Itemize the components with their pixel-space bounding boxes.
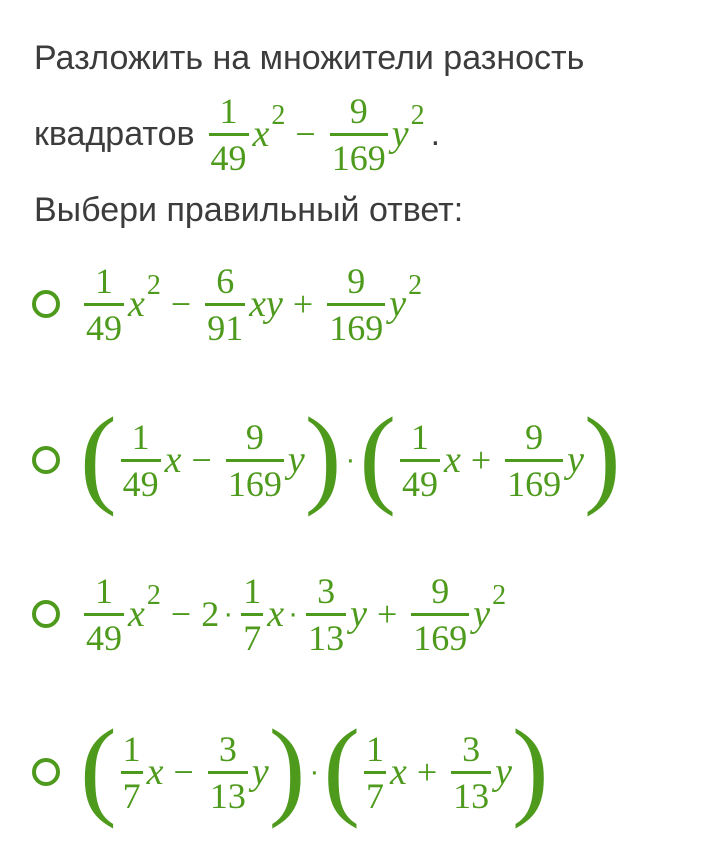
fraction-bar: [84, 303, 124, 306]
fraction: [400, 416, 440, 504]
variable: y: [251, 751, 269, 793]
fraction: [121, 728, 143, 816]
denominator: 49: [401, 463, 438, 504]
numerator: 1: [131, 416, 150, 457]
exponent: 2: [410, 100, 425, 131]
answer-option-4[interactable]: [32, 707, 549, 829]
fraction-bar: [411, 613, 469, 616]
denominator: 91: [207, 307, 244, 348]
left-parenthesis: (: [80, 395, 117, 517]
fraction: [209, 90, 249, 178]
exponent: 2: [271, 100, 286, 131]
left-parenthesis: (: [359, 395, 396, 517]
numerator: 9: [525, 416, 544, 457]
question-prefix: квадратов: [34, 115, 195, 153]
operator: −: [295, 114, 316, 154]
variable: x: [128, 283, 145, 325]
question-line-1: Разложить на множители разность: [34, 39, 585, 77]
denominator: 169: [413, 617, 468, 658]
variable: x: [128, 593, 145, 635]
numerator: 9: [245, 416, 264, 457]
numerator: 3: [462, 728, 481, 769]
denominator: 13: [453, 775, 490, 816]
fraction: [306, 570, 346, 658]
radio-button[interactable]: [32, 758, 60, 786]
multiplication-dot: ·: [345, 443, 356, 476]
operator: −: [170, 594, 192, 634]
numerator: 9: [347, 260, 366, 301]
denominator: 169: [331, 137, 386, 178]
fraction-bar: [400, 459, 440, 462]
numerator: 1: [219, 90, 238, 131]
right-parenthesis: ): [304, 395, 342, 517]
fraction: [330, 90, 388, 178]
fraction-bar: [84, 613, 124, 616]
denominator: 7: [243, 617, 262, 658]
fraction-bar: [241, 613, 263, 616]
variable: y: [287, 439, 305, 481]
fraction-bar: [505, 459, 563, 462]
fraction: [84, 570, 124, 658]
variable: y: [567, 439, 585, 481]
fraction: [411, 570, 469, 658]
fraction-bar: [209, 133, 249, 136]
question-expression: [205, 90, 425, 178]
fraction: [226, 416, 284, 504]
option-expression: [80, 395, 621, 517]
variable: y: [495, 751, 513, 793]
answer-option-3[interactable]: [32, 568, 506, 660]
numerator: 3: [317, 570, 336, 611]
denominator: 169: [227, 463, 282, 504]
fraction: [208, 728, 248, 816]
numerator: 6: [216, 260, 235, 301]
fraction-bar: [451, 771, 491, 774]
fraction: [327, 260, 385, 348]
variable: x: [164, 439, 182, 481]
denominator: 13: [308, 617, 345, 658]
fraction: [451, 728, 491, 816]
variable: x: [252, 113, 270, 155]
fraction-bar: [226, 459, 284, 462]
numerator: 1: [365, 728, 384, 769]
fraction: [84, 260, 124, 348]
exponent: 2: [146, 270, 161, 301]
answer-option-1[interactable]: [32, 258, 422, 350]
answer-prompt: Выбери правильный ответ:: [34, 191, 464, 229]
numerator: 3: [218, 728, 237, 769]
variable: xy: [249, 283, 283, 325]
fraction-bar: [364, 771, 386, 774]
question-line-2: [34, 88, 440, 180]
fraction-bar: [327, 303, 385, 306]
fraction-bar: [330, 133, 388, 136]
option-expression: [80, 707, 549, 829]
operator: +: [376, 594, 398, 634]
left-parenthesis: (: [323, 707, 360, 829]
answer-option-2[interactable]: [32, 395, 621, 517]
numerator: 1: [410, 416, 429, 457]
numerator: 9: [431, 570, 450, 611]
radio-button[interactable]: [32, 290, 60, 318]
variable: x: [389, 751, 407, 793]
numerator: 1: [95, 260, 113, 301]
operator: −: [173, 752, 194, 792]
variable: x: [443, 439, 461, 481]
option-expression: [80, 570, 507, 658]
variable: y: [473, 593, 491, 635]
multiplication-dot: ·: [309, 755, 320, 788]
denominator: 169: [329, 307, 384, 348]
radio-button[interactable]: [32, 600, 60, 628]
denominator: 169: [507, 463, 562, 504]
denominator: 13: [209, 775, 246, 816]
right-parenthesis: ): [512, 707, 549, 829]
operator: +: [292, 284, 314, 324]
radio-button[interactable]: [32, 446, 60, 474]
denominator: 7: [365, 775, 384, 816]
fraction-bar: [205, 303, 245, 306]
numerator: 1: [95, 570, 113, 611]
numerator: 1: [243, 570, 262, 611]
fraction: [205, 260, 245, 348]
right-parenthesis: ): [268, 707, 306, 829]
denominator: 49: [122, 463, 159, 504]
denominator: 7: [122, 775, 141, 816]
denominator: 49: [86, 617, 122, 658]
multiplication-dot: ·: [223, 597, 234, 630]
fraction: [364, 728, 386, 816]
multiplication-dot: ·: [288, 597, 299, 630]
operator: +: [416, 752, 438, 792]
right-parenthesis: ): [584, 395, 621, 517]
variable: y: [391, 113, 409, 155]
denominator: 49: [210, 137, 247, 178]
operator: +: [470, 440, 492, 480]
variable: y: [350, 593, 367, 635]
period: .: [430, 115, 441, 153]
fraction: [121, 416, 161, 504]
operator: −: [191, 440, 212, 480]
fraction: [505, 416, 563, 504]
option-expression: [80, 260, 423, 348]
coefficient: 2: [201, 594, 220, 634]
fraction-bar: [208, 771, 248, 774]
exponent: 2: [408, 270, 423, 301]
numerator: 1: [122, 728, 141, 769]
numerator: 9: [349, 90, 368, 131]
fraction: [241, 570, 263, 658]
exponent: 2: [146, 580, 161, 611]
variable: y: [389, 283, 407, 325]
variable: x: [267, 593, 285, 635]
variable: x: [146, 751, 164, 793]
denominator: 49: [86, 307, 122, 348]
operator: −: [170, 284, 192, 324]
exponent: 2: [492, 580, 507, 611]
left-parenthesis: (: [80, 707, 117, 829]
fraction-bar: [121, 459, 161, 462]
fraction-bar: [306, 613, 346, 616]
fraction-bar: [121, 771, 143, 774]
